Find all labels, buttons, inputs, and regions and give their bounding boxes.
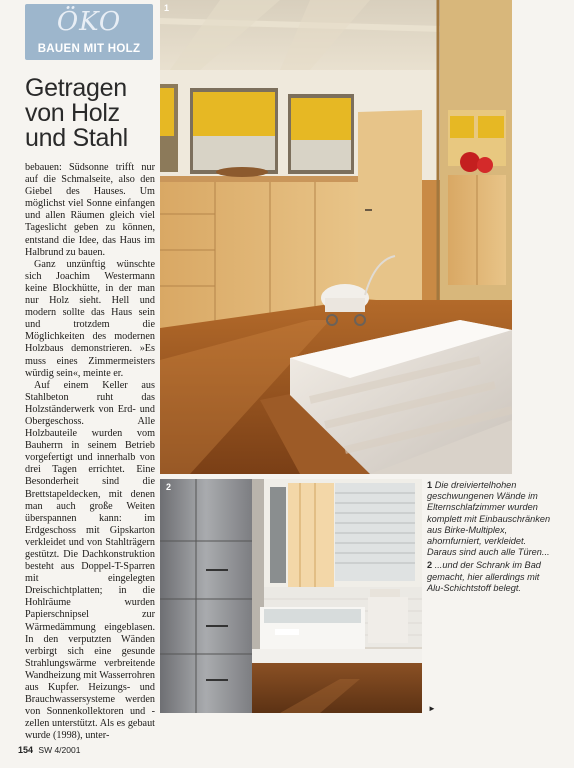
badge-oko-text: ÖKO [56, 7, 122, 37]
photo-number: 1 [164, 3, 170, 13]
photo-captions [427, 480, 555, 594]
article-body [25, 162, 155, 743]
caption-text: ...und der Schrank im Bad gemacht, hier allerdings mit Alu-Schichtstoff belegt. [427, 560, 541, 593]
caption-item [427, 480, 555, 558]
body-paragraph: Ganz unzünftig wünschte sich Joachim Westermann keine Blockhütte, in der man nur Holz sieht. Hell und modern sollte das Haus sein und trotzdem die Möglichkeiten des modernen Holzbaus demonstrieren. »Es muss eines Zimmermeisters würdig sein«, meinte er. [25, 258, 155, 379]
caption-number: 1 [427, 480, 433, 490]
bathroom-illustration [160, 479, 422, 713]
caption-text: Die dreiviertelhohen geschwungenen Wände im Elternschlafzimmer wurden komplett mit Einbauschränken aus Birke-Multiplex, ahornfurniert, verkleidet. Daraus sind auch alle Türen... [427, 480, 551, 558]
page-footer [18, 745, 80, 755]
section-badge [25, 4, 153, 60]
bedroom-illustration [160, 0, 512, 474]
continue-arrow-icon: ► [428, 704, 436, 713]
caption-item [427, 560, 555, 594]
badge-section-title: BAUEN MIT HOLZ [37, 43, 141, 55]
page-number: 154 [18, 745, 34, 755]
body-paragraph: Auf einem Keller aus Stahlbeton ruht das Holzständerwerk von Erd- und Obergeschoss. Alle Holzbauteile wurden vom Bauherrn in seinem Betrieb vorgefertigt und innerhalb von drei Tagen errichtet. Eine Besonderheit sind die Brettstapeldecken, mit denen man auch große Weiten überspannen kann: im Erdgeschoss mit Gipskarton verkleidet und von Stahlträgern gestützt. Die Dachkonstruktion besteht aus Doppel-T-Sparren mit eingelegten Dreischichtplatten; in die Hohlräume wurden Papierschnipsel zur Wärmedämmung eingeblasen. In den verputzten Wänden verbirgt sich eine gesunde Strahlungswärme verbreitende Wandheizung mit Wasserrohren aus Kupfer. Heizungs- und Brauchwassersysteme werden von Sonnenkollektoren und -zellen unterstützt. Als es gebaut wurde (1998), unter- [25, 379, 156, 742]
photo-number: 2 [166, 482, 172, 492]
article-headline: Getragen von Holz und Stahl [25, 74, 128, 152]
body-paragraph: bebauen: Südsonne trifft nur auf die Schmalseite, also den Giebel des Hauses. Um möglichst viel Sonne einfangen und allen Räumen gleich viel Tageslicht geben zu können, entstand die Idee, das Haus im Halbrund zu bauen. [25, 162, 155, 258]
bedroom-photo [160, 0, 512, 474]
bathroom-photo [160, 479, 422, 713]
issue-label: SW 4/2001 [38, 745, 81, 755]
caption-number: 2 [427, 560, 433, 571]
